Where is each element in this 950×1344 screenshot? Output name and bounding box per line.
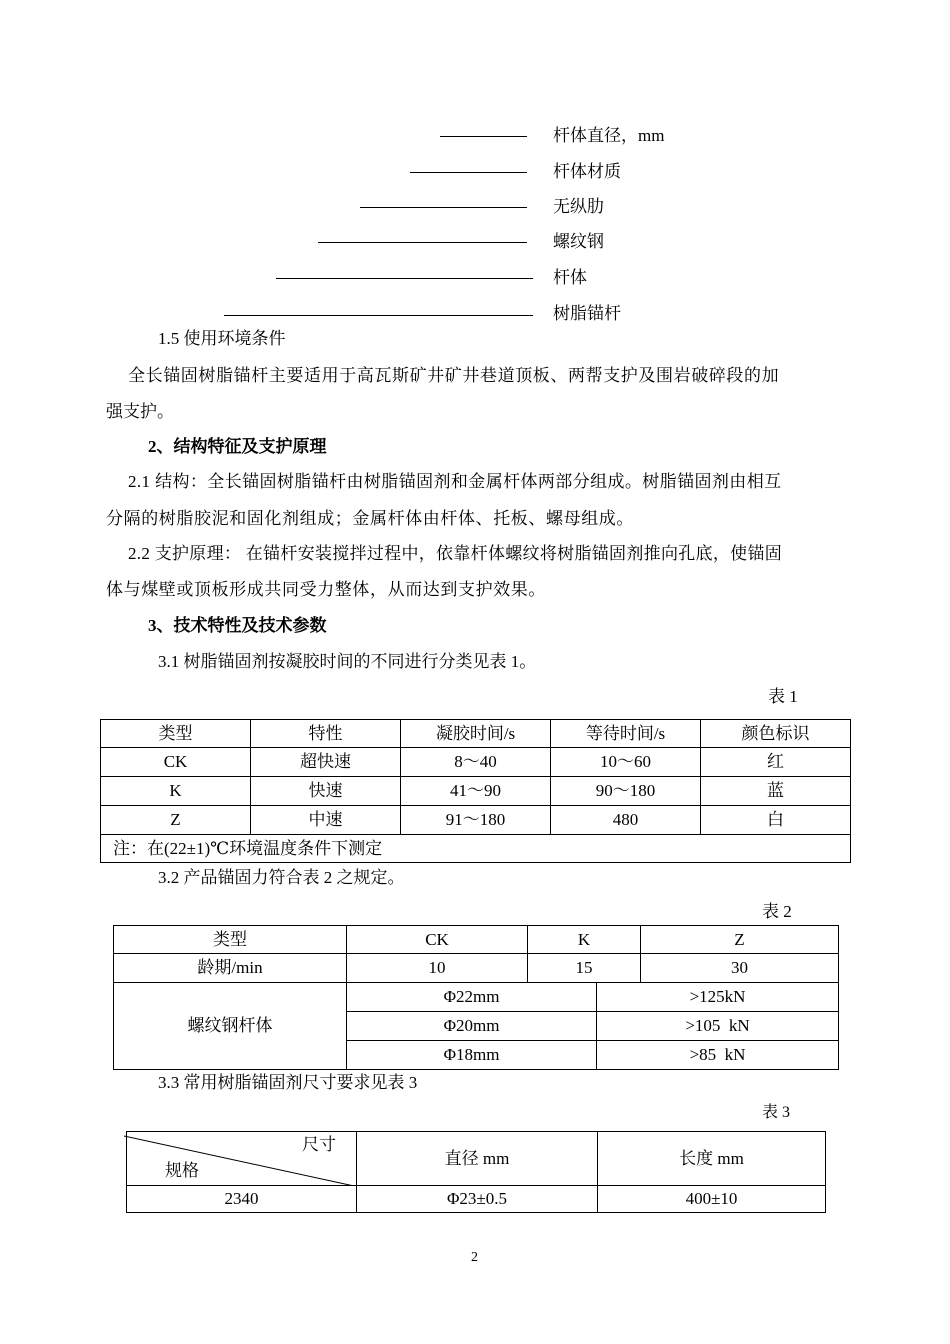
table-header [101, 720, 851, 748]
header-cell: 等待时间/s [551, 720, 701, 748]
leader-line [318, 242, 527, 243]
legend-label: 螺纹钢 [553, 232, 604, 251]
header-cell: 类型 [101, 720, 251, 748]
cell: 8～40 [401, 748, 551, 777]
cell: 15 [528, 954, 641, 983]
table-row [101, 748, 851, 777]
cell: 90～180 [551, 777, 701, 806]
paragraph: 3.3 常用树脂锚固剂尺寸要求见表 3 [158, 1073, 418, 1092]
header-cell: 直径 mm [357, 1132, 598, 1186]
legend-label: 树脂锚杆 [553, 304, 621, 323]
paragraph: 2.2 支护原理： 在锚杆安装搅拌过程中，依靠杆体螺纹将树脂锚固剂推向孔底，使锚固 [128, 544, 783, 563]
cell: 快速 [251, 777, 401, 806]
heading-2: 2、结构特征及支护原理 [148, 437, 327, 456]
table-header [114, 926, 839, 954]
cell: Φ22mm [347, 983, 597, 1012]
leader-line [224, 315, 533, 316]
cell: >105 kN [597, 1012, 839, 1041]
paragraph: 2.1 结构：全长锚固树脂锚杆由树脂锚固剂和金属杆体两部分组成。树脂锚固剂由相互 [128, 472, 782, 491]
heading-3: 3、技术特性及技术参数 [148, 616, 327, 635]
section-1-5: 1.5 使用环境条件 [158, 329, 286, 348]
cell: Z [101, 806, 251, 835]
cell: 蓝 [701, 777, 851, 806]
legend-label: 杆体 [553, 268, 587, 287]
table-row [101, 777, 851, 806]
legend-label: 杆体直径，mm [553, 126, 665, 145]
table-header [127, 1132, 826, 1186]
table-caption: 表 2 [762, 902, 792, 921]
cell: K [101, 777, 251, 806]
header-cell: Z [641, 926, 839, 954]
table-row [114, 983, 839, 1012]
table-row [101, 806, 851, 835]
table-caption: 表 1 [768, 687, 798, 706]
table-row [114, 954, 839, 983]
cell: 41～90 [401, 777, 551, 806]
paragraph: 3.2 产品锚固力符合表 2 之规定。 [158, 868, 405, 887]
cell: 30 [641, 954, 839, 983]
cell: CK [101, 748, 251, 777]
table-2 [113, 925, 839, 1070]
cell: 龄期/min [114, 954, 347, 983]
table-note: 注：在(22±1)℃环境温度条件下测定 [101, 835, 851, 863]
diagonal-header-cell [127, 1132, 357, 1186]
cell: 白 [701, 806, 851, 835]
paragraph: 3.1 树脂锚固剂按凝胶时间的不同进行分类见表 1。 [158, 652, 537, 671]
cell: 10～60 [551, 748, 701, 777]
group-cell: 螺纹钢杆体 [114, 983, 347, 1070]
cell: 400±10 [598, 1186, 826, 1213]
header-cell: K [528, 926, 641, 954]
header-cell: 特性 [251, 720, 401, 748]
header-cell: 类型 [114, 926, 347, 954]
table-row [127, 1186, 826, 1213]
header-cell: 颜色标识 [701, 720, 851, 748]
paragraph: 体与煤壁或顶板形成共同受力整体，从而达到支护效果。 [106, 580, 546, 599]
corner-label-bottom: 规格 [165, 1161, 199, 1180]
legend-label: 杆体材质 [553, 162, 621, 181]
table-3 [126, 1131, 826, 1213]
page-number: 2 [471, 1250, 478, 1265]
legend-label: 无纵肋 [553, 197, 604, 216]
table-caption: 表 3 [762, 1104, 791, 1121]
header-cell: 长度 mm [598, 1132, 826, 1186]
cell: 中速 [251, 806, 401, 835]
leader-line [440, 136, 527, 137]
table-1 [100, 719, 851, 863]
paragraph: 强支护。 [106, 402, 174, 421]
header-cell: 凝胶时间/s [401, 720, 551, 748]
leader-line [360, 207, 527, 208]
cell: 91～180 [401, 806, 551, 835]
cell: >125kN [597, 983, 839, 1012]
cell: Φ18mm [347, 1041, 597, 1070]
cell: >85 kN [597, 1041, 839, 1070]
cell: Φ20mm [347, 1012, 597, 1041]
paragraph: 分隔的树脂胶泥和固化剂组成；金属杆体由杆体、托板、螺母组成。 [106, 509, 634, 528]
corner-label-top: 尺寸 [302, 1135, 336, 1154]
cell: Φ23±0.5 [357, 1186, 598, 1213]
paragraph: 全长锚固树脂锚杆主要适用于高瓦斯矿井矿井巷道顶板、两帮支护及围岩破碎段的加 [128, 366, 780, 385]
cell: 10 [347, 954, 528, 983]
cell: 2340 [127, 1186, 357, 1213]
cell: 红 [701, 748, 851, 777]
cell: 480 [551, 806, 701, 835]
cell: 超快速 [251, 748, 401, 777]
leader-line [410, 172, 527, 173]
leader-line [276, 278, 533, 279]
header-cell: CK [347, 926, 528, 954]
